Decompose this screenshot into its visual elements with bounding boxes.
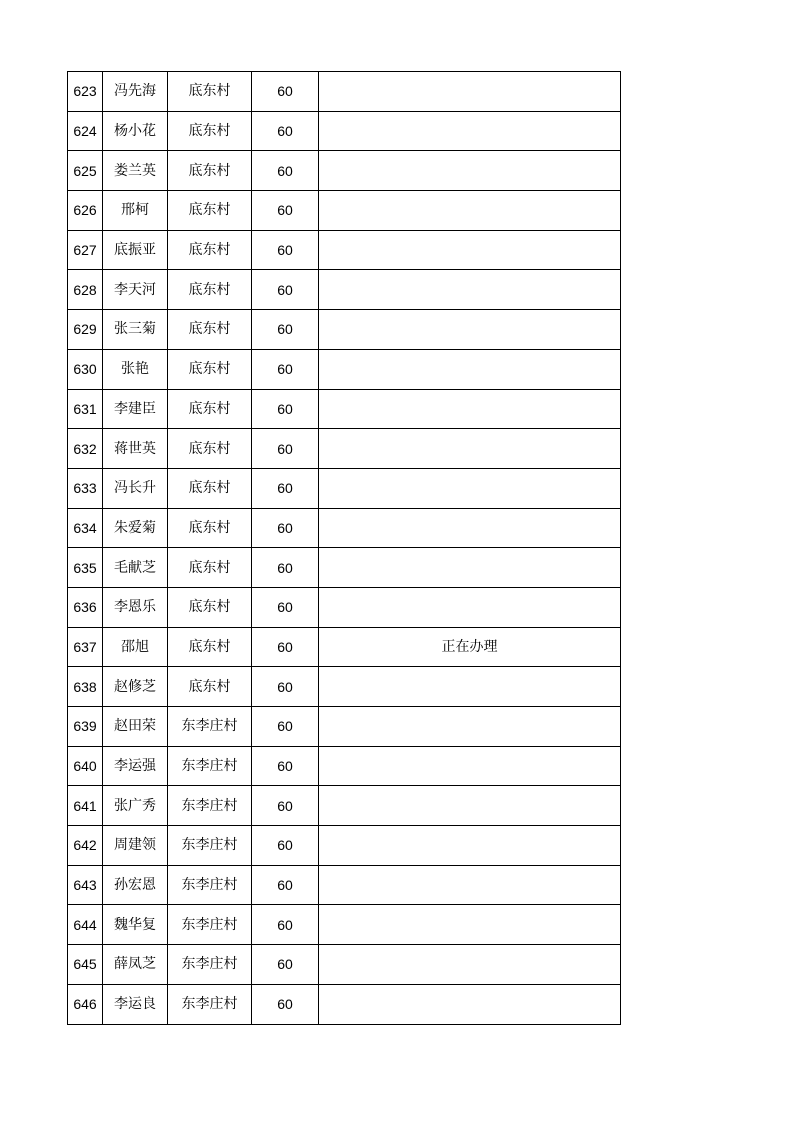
amount-cell: 60	[252, 191, 319, 231]
row-number-cell: 628	[68, 270, 103, 310]
row-number-cell: 643	[68, 865, 103, 905]
roster-body	[68, 72, 621, 1025]
village-name-cell: 底东村	[168, 389, 252, 429]
person-name-cell: 朱爱菊	[103, 508, 168, 548]
note-cell	[319, 72, 621, 112]
village-name-cell: 底东村	[168, 548, 252, 588]
table-row	[68, 587, 621, 627]
village-name-cell: 底东村	[168, 627, 252, 667]
person-name-cell: 赵田荣	[103, 707, 168, 747]
amount-cell: 60	[252, 72, 319, 112]
table-row	[68, 786, 621, 826]
amount-cell: 60	[252, 587, 319, 627]
person-name-cell: 张三菊	[103, 310, 168, 350]
note-cell	[319, 707, 621, 747]
table-row	[68, 826, 621, 866]
table-row	[68, 310, 621, 350]
amount-cell: 60	[252, 707, 319, 747]
table-row	[68, 667, 621, 707]
amount-cell: 60	[252, 111, 319, 151]
note-cell	[319, 151, 621, 191]
row-number-cell: 634	[68, 508, 103, 548]
note-cell	[319, 945, 621, 985]
note-cell: 正在办理	[319, 627, 621, 667]
row-number-cell: 629	[68, 310, 103, 350]
note-cell	[319, 111, 621, 151]
table-row	[68, 707, 621, 747]
note-cell	[319, 230, 621, 270]
village-name-cell: 底东村	[168, 508, 252, 548]
person-name-cell: 毛献芝	[103, 548, 168, 588]
table-row	[68, 746, 621, 786]
row-number-cell: 631	[68, 389, 103, 429]
note-cell	[319, 865, 621, 905]
village-name-cell: 东李庄村	[168, 865, 252, 905]
person-name-cell: 李建臣	[103, 389, 168, 429]
amount-cell: 60	[252, 270, 319, 310]
village-name-cell: 底东村	[168, 270, 252, 310]
village-name-cell: 底东村	[168, 72, 252, 112]
village-name-cell: 底东村	[168, 111, 252, 151]
person-name-cell: 孙宏恩	[103, 865, 168, 905]
row-number-cell: 644	[68, 905, 103, 945]
row-number-cell: 642	[68, 826, 103, 866]
amount-cell: 60	[252, 865, 319, 905]
row-number-cell: 626	[68, 191, 103, 231]
person-name-cell: 杨小花	[103, 111, 168, 151]
table-row	[68, 627, 621, 667]
person-name-cell: 周建领	[103, 826, 168, 866]
row-number-cell: 640	[68, 746, 103, 786]
village-name-cell: 东李庄村	[168, 826, 252, 866]
village-name-cell: 东李庄村	[168, 786, 252, 826]
person-name-cell: 李恩乐	[103, 587, 168, 627]
village-name-cell: 东李庄村	[168, 945, 252, 985]
person-name-cell: 冯长升	[103, 468, 168, 508]
row-number-cell: 641	[68, 786, 103, 826]
row-number-cell: 633	[68, 468, 103, 508]
village-name-cell: 底东村	[168, 349, 252, 389]
person-name-cell: 邢柯	[103, 191, 168, 231]
village-name-cell: 东李庄村	[168, 905, 252, 945]
person-name-cell: 邵旭	[103, 627, 168, 667]
table-row	[68, 548, 621, 588]
table-row	[68, 191, 621, 231]
note-cell	[319, 310, 621, 350]
row-number-cell: 625	[68, 151, 103, 191]
table-row	[68, 984, 621, 1024]
note-cell	[319, 826, 621, 866]
amount-cell: 60	[252, 151, 319, 191]
note-cell	[319, 270, 621, 310]
village-name-cell: 底东村	[168, 310, 252, 350]
amount-cell: 60	[252, 310, 319, 350]
amount-cell: 60	[252, 627, 319, 667]
person-name-cell: 蒋世英	[103, 429, 168, 469]
table-row	[68, 508, 621, 548]
table-row	[68, 111, 621, 151]
person-name-cell: 李天河	[103, 270, 168, 310]
village-name-cell: 底东村	[168, 667, 252, 707]
row-number-cell: 637	[68, 627, 103, 667]
person-name-cell: 李运良	[103, 984, 168, 1024]
note-cell	[319, 548, 621, 588]
row-number-cell: 645	[68, 945, 103, 985]
table-row	[68, 230, 621, 270]
amount-cell: 60	[252, 508, 319, 548]
table-row	[68, 945, 621, 985]
village-name-cell: 东李庄村	[168, 707, 252, 747]
village-name-cell: 底东村	[168, 429, 252, 469]
row-number-cell: 630	[68, 349, 103, 389]
person-name-cell: 娄兰英	[103, 151, 168, 191]
note-cell	[319, 191, 621, 231]
roster-table	[67, 71, 621, 1025]
village-name-cell: 底东村	[168, 191, 252, 231]
table-row	[68, 905, 621, 945]
amount-cell: 60	[252, 230, 319, 270]
table-row	[68, 72, 621, 112]
table-row	[68, 151, 621, 191]
note-cell	[319, 984, 621, 1024]
person-name-cell: 李运强	[103, 746, 168, 786]
row-number-cell: 636	[68, 587, 103, 627]
note-cell	[319, 746, 621, 786]
note-cell	[319, 468, 621, 508]
row-number-cell: 623	[68, 72, 103, 112]
amount-cell: 60	[252, 826, 319, 866]
table-row	[68, 429, 621, 469]
person-name-cell: 薛凤芝	[103, 945, 168, 985]
row-number-cell: 646	[68, 984, 103, 1024]
person-name-cell: 魏华复	[103, 905, 168, 945]
note-cell	[319, 587, 621, 627]
amount-cell: 60	[252, 389, 319, 429]
village-name-cell: 底东村	[168, 468, 252, 508]
note-cell	[319, 667, 621, 707]
table-row	[68, 349, 621, 389]
row-number-cell: 627	[68, 230, 103, 270]
person-name-cell: 赵修芝	[103, 667, 168, 707]
village-name-cell: 底东村	[168, 587, 252, 627]
amount-cell: 60	[252, 984, 319, 1024]
amount-cell: 60	[252, 667, 319, 707]
amount-cell: 60	[252, 468, 319, 508]
row-number-cell: 635	[68, 548, 103, 588]
village-name-cell: 东李庄村	[168, 746, 252, 786]
amount-cell: 60	[252, 746, 319, 786]
table-row	[68, 468, 621, 508]
note-cell	[319, 349, 621, 389]
note-cell	[319, 429, 621, 469]
person-name-cell: 张广秀	[103, 786, 168, 826]
person-name-cell: 底振亚	[103, 230, 168, 270]
row-number-cell: 639	[68, 707, 103, 747]
village-name-cell: 东李庄村	[168, 984, 252, 1024]
note-cell	[319, 786, 621, 826]
note-cell	[319, 508, 621, 548]
table-row	[68, 389, 621, 429]
village-name-cell: 底东村	[168, 230, 252, 270]
row-number-cell: 632	[68, 429, 103, 469]
amount-cell: 60	[252, 429, 319, 469]
person-name-cell: 张艳	[103, 349, 168, 389]
table-row	[68, 270, 621, 310]
amount-cell: 60	[252, 905, 319, 945]
amount-cell: 60	[252, 786, 319, 826]
amount-cell: 60	[252, 945, 319, 985]
village-name-cell: 底东村	[168, 151, 252, 191]
note-cell	[319, 389, 621, 429]
amount-cell: 60	[252, 548, 319, 588]
amount-cell: 60	[252, 349, 319, 389]
row-number-cell: 624	[68, 111, 103, 151]
note-cell	[319, 905, 621, 945]
row-number-cell: 638	[68, 667, 103, 707]
person-name-cell: 冯先海	[103, 72, 168, 112]
table-row	[68, 865, 621, 905]
